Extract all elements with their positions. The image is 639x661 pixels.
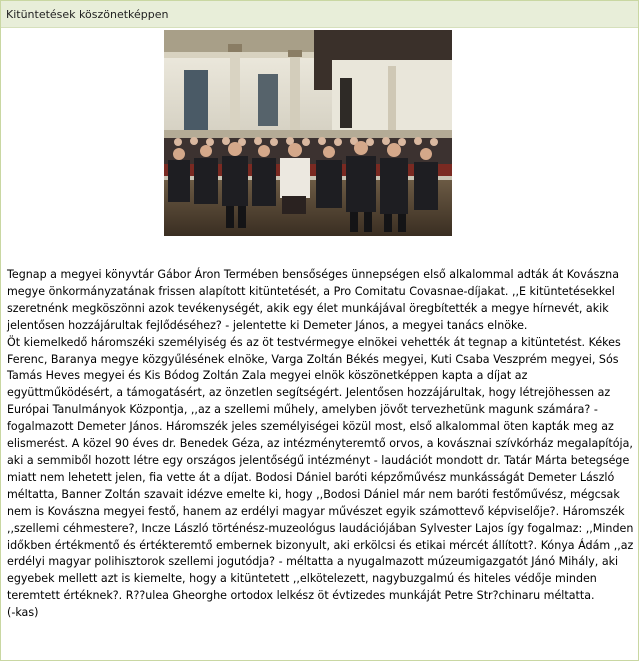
article-paragraph-main: Öt kiemelkedő háromszéki személyiség és az öt testvérmegye elnökei vehették át tegnap a kitüntetést. Kékes Ferenc, Baranya megye közgyűlésének elnöke, Varga Zoltán Békés megyei, Kuti Csaba Veszprém megyei, Sós Tamás Heves megyei és Kis Bódog Zoltán Zala megyei elnök köszönetképpen kapta a díjat az együttműködésért, a támogatásért, az önzetlen segítségért. Jelentősen hozzájárultak, hogy létrejöhessen az Európai Tanulmányok Központja, ,,az a szellemi műhely, amelyben jövőt tervezhetünk magunk számára? - fogalmazott Demeter János. Háromszék jeles személyiségei közül most, első alkalommal öten kapták meg az elismerést. A közel 90 éves dr. Benedek Géza, az intézményteremtő orvos, a kovásznai szívkórház megalapítója, aki a semmiből hozott létre egy országos jelentőségű intézményt - laudációt mondott dr. Tatár Márta betegsége miatt nem lehetett jelen, fia vette át a díjat. Bodosi Dániel baróti képzőművész munkásságát Demeter László méltatta, Banner Zoltán szavait idézve emelte ki, hogy ,,Bodosi Dániel már nem baróti festőművész, mégcsak nem is Kovászna megyei festő, hanem az erdélyi magyar művészet egyik számottevő képviselője?. Háromszék ,,szellemi céhmestere?, Incze László történész-muzeológus laudációjában Sylvester Lajos így fogalmaz: ,,Minden időkben értékmentő és értékteremtő embernek bizonyult, aki erkölcsi és etikai mércét állított?. Kónya Ádám ,,az erdélyi magyar polihisztorok szellemi jogutódja? - méltatta a nyugalmazott múzeumigazgatót Jánó Mihály, aki egyebek mellett azt is kiemelte, hogy a kitüntetett ,,elkötelezett, nagybuzgalmú és hiteles védője minden teremtett értéknek?. R??ulea Gheorghe ortodox lelkész öt évtizedes munkáját Petre Str?chinaru méltatta. [7,335,634,603]
article-paragraph-intro: Tegnap a megyei könyvtár Gábor Áron Termében bensőséges ünnepségen első alkalommal adták át Kovászna megye önkormányzatának frissen alapított kitüntetését, a Pro Comitatu Covasnae-díjakat. ,,E kitüntetésekkel szeretnénk megköszönni azok tevékenységét, akik egy élet munkájával öregbítették a megye hírnevét, akik jelentősen hozzájárultak fejlődéséhez? - jelentette ki Demeter János, a megyei tanács elnöke. [7,268,620,332]
article-title: Kitüntetések köszönetképpen [6,7,169,21]
article-author: (-kas) [7,606,39,620]
panel-header [1,1,638,28]
ceremony-photo [164,30,452,236]
ceremony-photo-graphic [164,30,452,236]
article-body [7,267,635,622]
